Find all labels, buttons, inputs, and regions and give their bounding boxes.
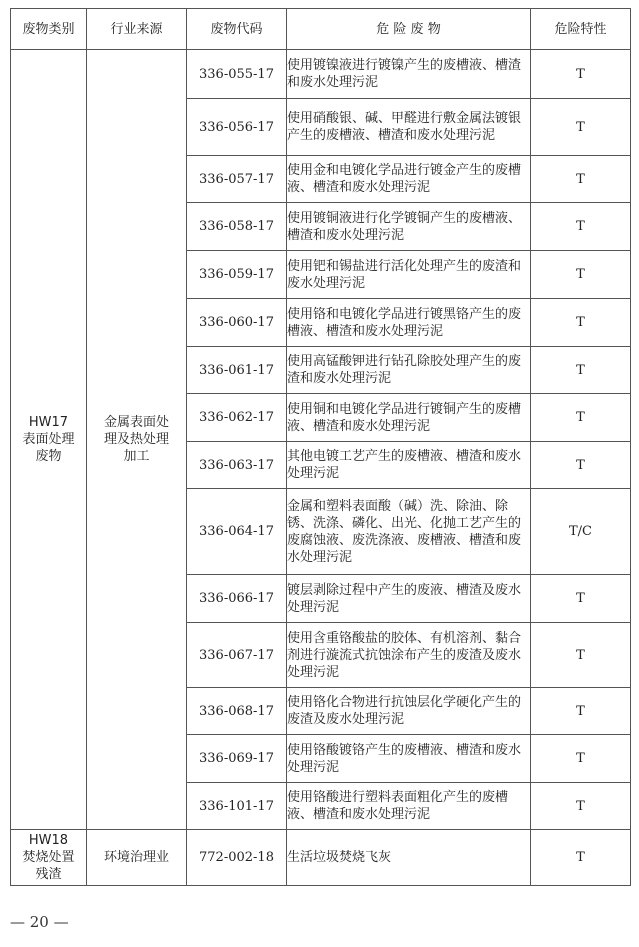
hazardous-waste-description-cell: 使用金和电镀化学品进行镀金产生的废槽液、槽渣和废水处理污泥 — [287, 156, 531, 203]
waste-code-cell: 336-057-17 — [187, 156, 287, 203]
hazardous-waste-description-cell: 金属和塑料表面酸（碱）洗、除油、除锈、洗涤、磷化、出光、化抛工艺产生的废腐蚀液、废洗涤液、废槽液、槽渣和废水处理污泥 — [287, 489, 531, 575]
waste-code-cell: 336-066-17 — [187, 575, 287, 623]
hazard-characteristic-cell: T — [531, 347, 631, 394]
page-number: — 20 — — [10, 913, 69, 931]
hazard-characteristic-cell: T — [531, 99, 631, 156]
waste-category-line: HW17 — [28, 415, 69, 430]
header-hazard-characteristic: 危险特性 — [531, 9, 631, 50]
waste-code-cell: 336-063-17 — [187, 442, 287, 489]
hazardous-waste-description-cell: 使用铬和电镀化学品进行镀黑铬产生的废槽液、槽渣和废水处理污泥 — [287, 299, 531, 347]
hazard-characteristic-cell: T — [531, 575, 631, 623]
header-hazardous-waste: 危 险 废 物 — [287, 9, 531, 50]
waste-code-cell: 336-067-17 — [187, 623, 287, 688]
industry-source-line: 理及热处理 — [103, 432, 169, 447]
table-body — [11, 50, 631, 886]
waste-category-line: 残渣 — [35, 867, 62, 882]
hazardous-waste-description-cell: 使用镀铜液进行化学镀铜产生的废槽液、槽渣和废水处理污泥 — [287, 203, 531, 251]
table-row — [11, 830, 631, 886]
hazardous-waste-description-cell: 其他电镀工艺产生的废槽液、槽渣和废水处理污泥 — [287, 442, 531, 489]
hazard-characteristic-cell: T — [531, 299, 631, 347]
waste-category-line: 表面处理 — [22, 432, 75, 447]
industry-source-line: 加工 — [123, 449, 150, 464]
waste-code-cell: 336-058-17 — [187, 203, 287, 251]
industry-source-line: 金属表面处 — [103, 415, 169, 430]
waste-category-cell — [11, 50, 87, 830]
hazard-characteristic-cell: T — [531, 735, 631, 783]
hazardous-waste-description-cell: 使用镀镍液进行镀镍产生的废槽液、槽渣和废水处理污泥 — [287, 50, 531, 99]
waste-category-cell — [11, 830, 87, 886]
hazardous-waste-description-cell: 使用铬酸进行塑料表面粗化产生的废槽液、槽渣和废水处理污泥 — [287, 783, 531, 830]
hazardous-waste-table — [10, 8, 631, 886]
hazard-characteristic-cell: T — [531, 394, 631, 442]
hazard-characteristic-cell: T — [531, 830, 631, 886]
header-industry-source: 行业来源 — [87, 9, 187, 50]
hazardous-waste-description-cell: 生活垃圾焚烧飞灰 — [287, 830, 531, 886]
waste-code-cell: 336-064-17 — [187, 489, 287, 575]
waste-code-cell: 336-101-17 — [187, 783, 287, 830]
waste-code-cell: 336-060-17 — [187, 299, 287, 347]
hazard-characteristic-cell: T/C — [531, 489, 631, 575]
waste-code-cell: 336-061-17 — [187, 347, 287, 394]
waste-code-cell: 336-069-17 — [187, 735, 287, 783]
hazard-characteristic-cell: T — [531, 50, 631, 99]
waste-code-cell: 336-062-17 — [187, 394, 287, 442]
hazardous-waste-description-cell: 使用铬化合物进行抗蚀层化学硬化产生的废渣及废水处理污泥 — [287, 688, 531, 735]
hazard-characteristic-cell: T — [531, 623, 631, 688]
hazard-characteristic-cell: T — [531, 442, 631, 489]
waste-category-line: 焚烧处置 — [22, 850, 75, 865]
hazard-characteristic-cell: T — [531, 203, 631, 251]
table-row — [11, 50, 631, 99]
hazardous-waste-description-cell: 使用高锰酸钾进行钻孔除胶处理产生的废渣和废水处理污泥 — [287, 347, 531, 394]
hazardous-waste-description-cell: 使用钯和锡盐进行活化处理产生的废渣和废水处理污泥 — [287, 251, 531, 299]
waste-code-cell: 336-055-17 — [187, 50, 287, 99]
header-waste-code: 废物代码 — [187, 9, 287, 50]
hazardous-waste-description-cell: 使用含重铬酸盐的胶体、有机溶剂、黏合剂进行漩流式抗蚀涂布产生的废渣及废水处理污泥 — [287, 623, 531, 688]
hazard-characteristic-cell: T — [531, 251, 631, 299]
hazard-characteristic-cell: T — [531, 688, 631, 735]
hazardous-waste-description-cell: 使用铜和电镀化学品进行镀铜产生的废槽液、槽渣和废水处理污泥 — [287, 394, 531, 442]
hazardous-waste-description-cell: 镀层剥除过程中产生的废液、槽渣及废水处理污泥 — [287, 575, 531, 623]
industry-source-line: 环境治理业 — [103, 850, 169, 865]
industry-source-cell — [87, 50, 187, 830]
hazard-characteristic-cell: T — [531, 156, 631, 203]
hazardous-waste-description-cell: 使用硝酸银、碱、甲醛进行敷金属法镀银产生的废槽液、槽渣和废水处理污泥 — [287, 99, 531, 156]
waste-code-cell: 336-059-17 — [187, 251, 287, 299]
industry-source-cell — [87, 830, 187, 886]
waste-code-cell: 336-068-17 — [187, 688, 287, 735]
hazard-characteristic-cell: T — [531, 783, 631, 830]
hazardous-waste-description-cell: 使用铬酸镀铬产生的废槽液、槽渣和废水处理污泥 — [287, 735, 531, 783]
waste-code-cell: 336-056-17 — [187, 99, 287, 156]
header-waste-category: 废物类别 — [11, 9, 87, 50]
waste-category-line: 废物 — [35, 449, 62, 464]
table-header-row — [11, 9, 631, 50]
waste-code-cell: 772-002-18 — [187, 830, 287, 886]
waste-category-line: HW18 — [28, 833, 69, 848]
